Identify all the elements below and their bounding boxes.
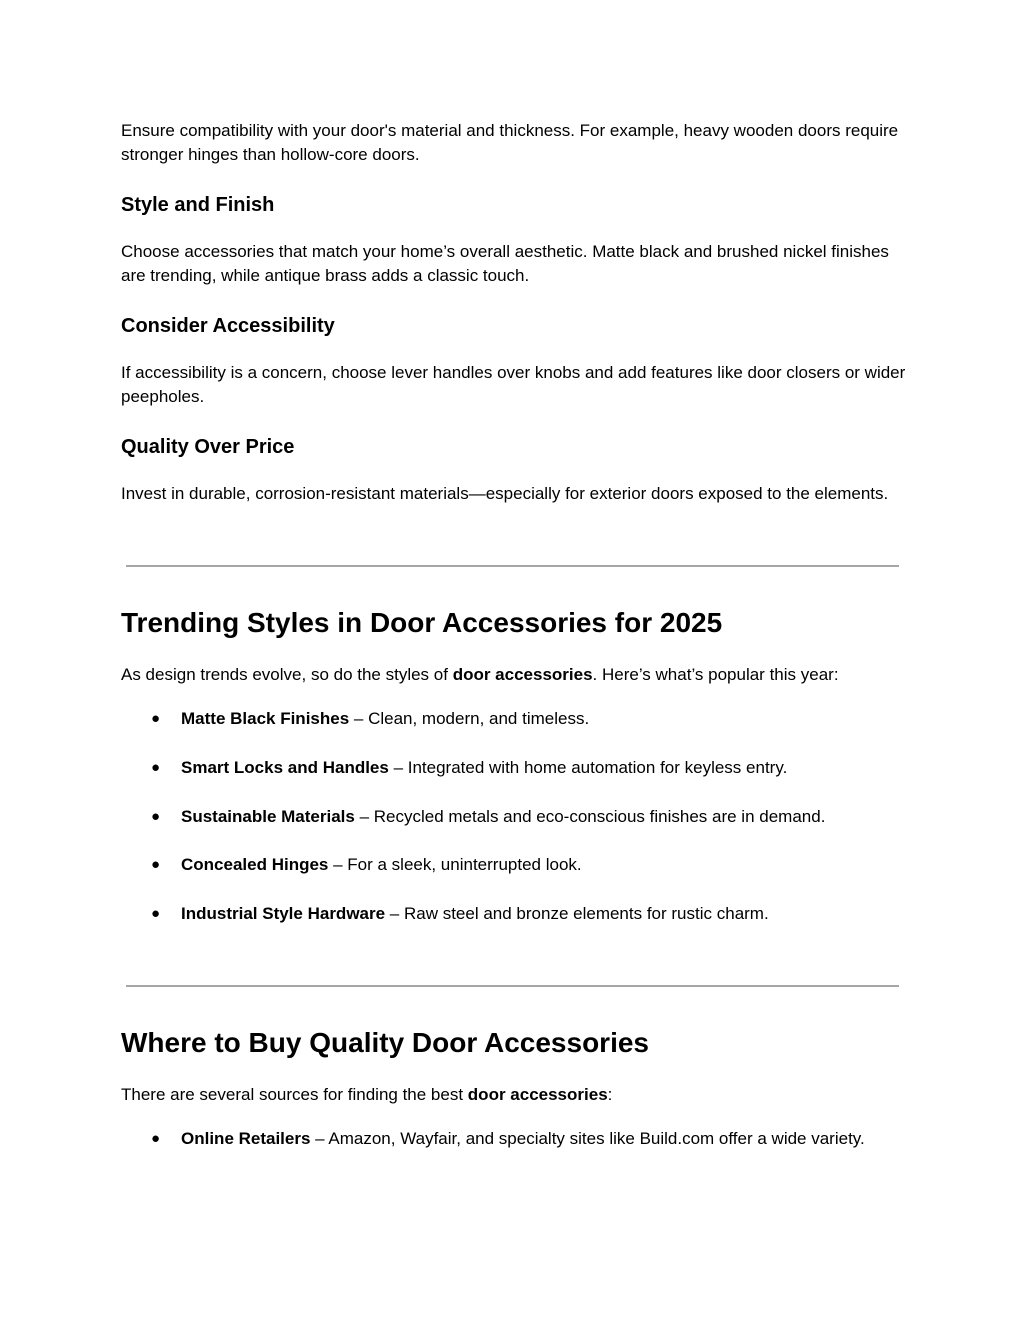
quality-heading: Quality Over Price <box>121 436 295 458</box>
where-to-buy-heading: Where to Buy Quality Door Accessories <box>121 1027 649 1058</box>
section-divider <box>126 985 899 987</box>
accessibility-paragraph: If accessibility is a concern, choose lever handles over knobs and add features like door closers or wider peepholes. <box>121 363 906 406</box>
list-item-text <box>181 902 881 926</box>
style-finish-paragraph: Choose accessories that match your home’s overall aesthetic. Matte black and brushed nickel finishes are trending, while antique brass adds a classic touch. <box>121 242 889 285</box>
list-item-bold: Concealed Hinges <box>181 855 329 874</box>
quality-paragraph: Invest in durable, corrosion-resistant materials—especially for exterior doors exposed to the elements. <box>121 484 889 503</box>
bullet-icon: ● <box>151 856 161 873</box>
section-divider <box>126 565 899 567</box>
list-item-bold: Sustainable Materials <box>181 807 355 826</box>
list-item-desc: – Clean, modern, and timeless. <box>349 709 590 728</box>
list-item-desc: – Amazon, Wayfair, and specialty sites like Build.com offer a wide variety. <box>310 1129 865 1148</box>
where-intro <box>121 1083 906 1107</box>
list-item-bold: Industrial Style Hardware <box>181 904 386 923</box>
intro-paragraph: Ensure compatibility with your door's material and thickness. For example, heavy wooden doors require stronger hinges than hollow-core doors. <box>121 121 899 164</box>
list-item-bold: Online Retailers <box>181 1129 311 1148</box>
list-item-desc: – Integrated with home automation for keyless entry. <box>388 758 788 777</box>
list-item-desc: – Raw steel and bronze elements for rustic charm. <box>385 904 769 923</box>
list-item-text <box>181 805 881 829</box>
bullet-icon: ● <box>151 1130 161 1147</box>
bullet-icon: ● <box>151 808 161 825</box>
list-item-text <box>181 853 881 877</box>
bullet-icon: ● <box>151 710 161 727</box>
list-item-text <box>181 1127 881 1151</box>
where-intro-bold: door accessories <box>467 1085 608 1104</box>
list-item-text <box>181 756 881 780</box>
bullet-icon: ● <box>151 905 161 922</box>
style-finish-heading: Style and Finish <box>121 194 275 216</box>
accessibility-heading: Consider Accessibility <box>121 315 335 337</box>
list-item-desc: – For a sleek, uninterrupted look. <box>328 855 582 874</box>
where-intro-after: : <box>607 1085 613 1104</box>
trending-intro <box>121 663 906 687</box>
trending-intro-after: . Here’s what’s popular this year: <box>592 665 839 684</box>
bullet-icon: ● <box>151 759 161 776</box>
trending-intro-bold: door accessories <box>452 665 593 684</box>
list-item-desc: – Recycled metals and eco-conscious finishes are in demand. <box>354 807 826 826</box>
trending-intro-before: As design trends evolve, so do the styles of <box>121 665 453 684</box>
list-item-text <box>181 707 881 731</box>
list-item-bold: Matte Black Finishes <box>181 709 350 728</box>
trending-heading: Trending Styles in Door Accessories for 2025 <box>121 607 723 638</box>
list-item-bold: Smart Locks and Handles <box>181 758 389 777</box>
where-intro-before: There are several sources for finding the best <box>121 1085 468 1104</box>
